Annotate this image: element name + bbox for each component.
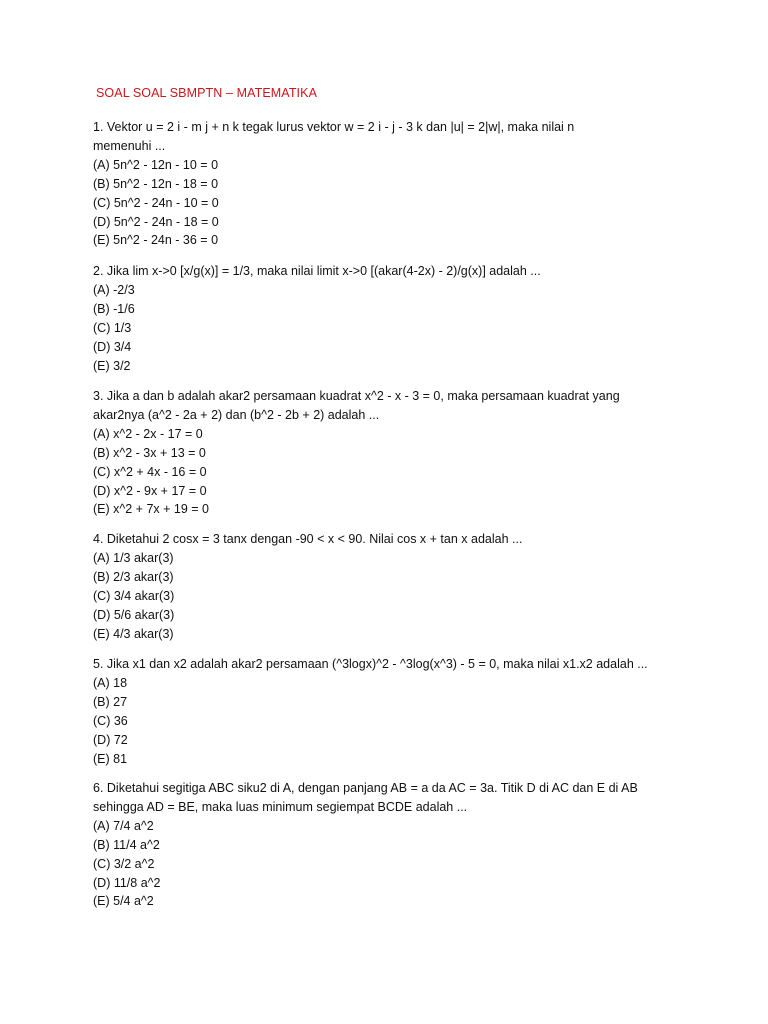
option-e: (E) 3/2: [93, 358, 131, 373]
option-d: (D) 72: [93, 732, 128, 747]
option-b: (B) 2/3 akar(3): [93, 569, 174, 584]
option-a: (A) x^2 - 2x - 17 = 0: [93, 426, 203, 441]
question-4: [93, 530, 693, 643]
option-c: (C) x^2 + 4x - 16 = 0: [93, 464, 207, 479]
option-c: (C) 5n^2 - 24n - 10 = 0: [93, 195, 219, 210]
question-5: [93, 655, 693, 768]
question-1: [93, 118, 693, 250]
option-c: (C) 36: [93, 713, 128, 728]
option-b: (B) -1/6: [93, 301, 135, 316]
option-e: (E) x^2 + 7x + 19 = 0: [93, 502, 209, 517]
document-title: SOAL SOAL SBMPTN – MATEMATIKA: [96, 86, 318, 100]
question-text: 1. Vektor u = 2 i - m j + n k tegak lurus vektor w = 2 i - j - 3 k dan |u| = 2|w|, maka nilai n: [93, 120, 575, 134]
option-b: (B) 5n^2 - 12n - 18 = 0: [93, 176, 219, 191]
option-a: (A) 5n^2 - 12n - 10 = 0: [93, 157, 219, 172]
question-6: [93, 779, 693, 911]
option-e: (E) 5n^2 - 24n - 36 = 0: [93, 233, 219, 248]
option-a: (A) -2/3: [93, 282, 135, 297]
option-b: (B) x^2 - 3x + 13 = 0: [93, 445, 206, 460]
question-3: [93, 387, 693, 519]
question-text: 3. Jika a dan b adalah akar2 persamaan kuadrat x^2 - x - 3 = 0, maka persamaan kuadrat yang: [93, 389, 620, 403]
question-text: akar2nya (a^2 - 2a + 2) dan (b^2 - 2b + 2) adalah ...: [93, 407, 380, 422]
option-e: (E) 4/3 akar(3): [93, 626, 174, 641]
option-d: (D) x^2 - 9x + 17 = 0: [93, 483, 207, 498]
question-text: 5. Jika x1 dan x2 adalah akar2 persamaan (^3logx)^2 - ^3log(x^3) - 5 = 0, maka nilai x1.x2 adalah ...: [93, 657, 648, 671]
question-2: [93, 262, 693, 375]
question-text: 2. Jika lim x->0 [x/g(x)] = 1/3, maka nilai limit x->0 [(akar(4-2x) - 2)/g(x)] adalah ...: [93, 264, 541, 278]
option-a: (A) 7/4 a^2: [93, 818, 154, 833]
option-a: (A) 1/3 akar(3): [93, 550, 174, 565]
option-c: (C) 1/3: [93, 320, 132, 335]
option-c: (C) 3/4 akar(3): [93, 588, 175, 603]
option-d: (D) 3/4: [93, 339, 132, 354]
option-d: (D) 5n^2 - 24n - 18 = 0: [93, 214, 219, 229]
option-b: (B) 27: [93, 694, 128, 709]
option-b: (B) 11/4 a^2: [93, 837, 160, 852]
option-e: (E) 5/4 a^2: [93, 894, 154, 909]
question-text: memenuhi ...: [93, 138, 166, 153]
question-text: 4. Diketahui 2 cosx = 3 tanx dengan -90 < x < 90. Nilai cos x + tan x adalah ...: [93, 532, 523, 546]
question-text: sehingga AD = BE, maka luas minimum segiempat BCDE adalah ...: [93, 799, 468, 814]
question-text: 6. Diketahui segitiga ABC siku2 di A, dengan panjang AB = a da AC = 3a. Titik D di AC dan E di AB: [93, 781, 638, 795]
option-a: (A) 18: [93, 675, 128, 690]
option-d: (D) 11/8 a^2: [93, 875, 161, 890]
option-d: (D) 5/6 akar(3): [93, 607, 175, 622]
option-c: (C) 3/2 a^2: [93, 856, 155, 871]
option-e: (E) 81: [93, 751, 128, 766]
